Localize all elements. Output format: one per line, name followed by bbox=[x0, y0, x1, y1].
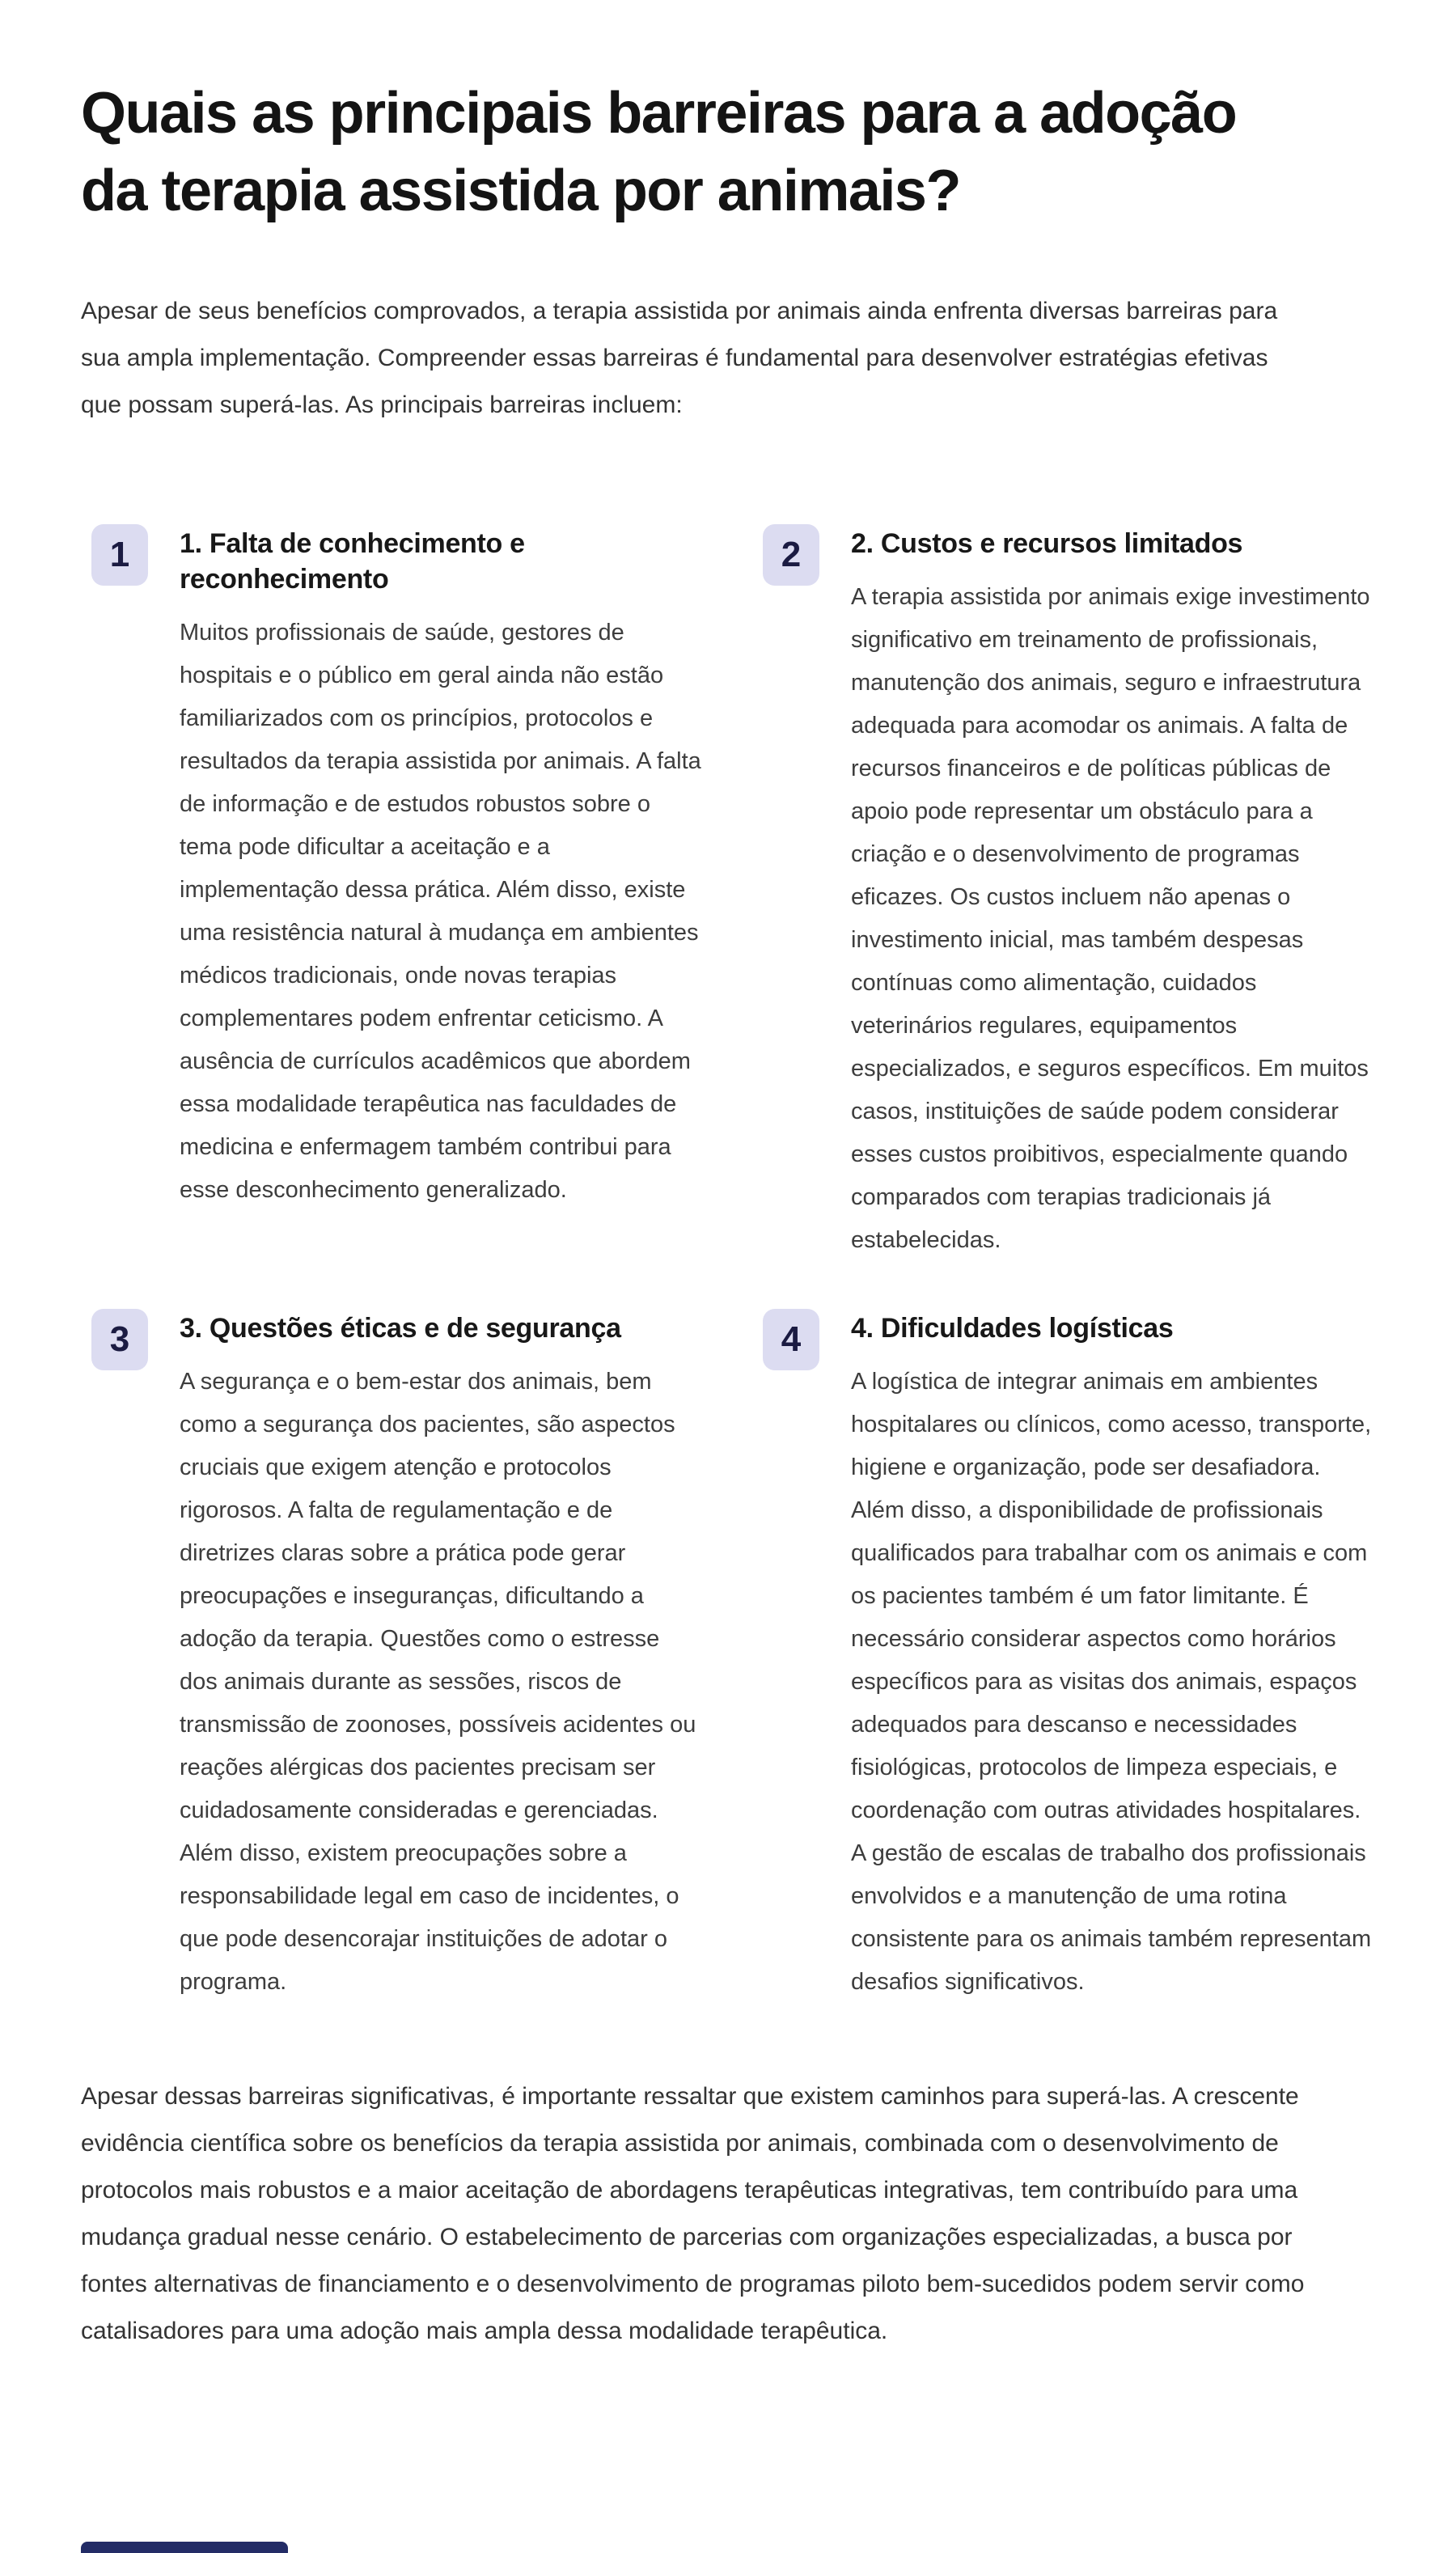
barrier-1-body: Muitos profissionais de saúde, gestores de hospitais e o público em geral ainda não estão familiarizados com os princípios, protocolos e resultados da terapia assistida por animais. A falta de informação e de estudos robustos sobre o tema pode dificultar a aceitação e a implementação dessa prática. Além disso, existe uma resistência natural à mudança em ambientes médicos tradicionais, onde novas terapias complementares podem enfrentar ceticismo. A ausência de currículos acadêmicos que abordem essa modalidade terapêutica nas faculdades de medicina e enfermagem também contribui para esse desconhecimento generalizado. bbox=[180, 620, 701, 1203]
barrier-card-3 bbox=[81, 1309, 704, 2004]
badge-number: 1 bbox=[109, 535, 130, 574]
barriers-grid bbox=[81, 524, 1375, 2004]
barrier-card-2 bbox=[752, 524, 1375, 1262]
number-badge-1 bbox=[91, 524, 148, 586]
badge-number: 3 bbox=[109, 1319, 130, 1359]
barrier-card-3-content bbox=[180, 1309, 704, 2004]
barrier-4-heading: 4. Dificuldades logísticas bbox=[851, 1313, 1174, 1344]
intro-paragraph: Apesar de seus benefícios comprovados, a terapia assistida por animais ainda enfrenta diversas barreiras para sua ampla implementação. Compreender essas barreiras é fundamental para desenvolver estratégias efetivas que possam superá-las. As principais barreiras incluem: bbox=[81, 298, 1278, 418]
badge-number: 2 bbox=[781, 535, 802, 574]
barrier-3-body: A segurança e o bem-estar dos animais, bem como a segurança dos pacientes, são aspectos cruciais que exigem atenção e protocolos rigorosos. A falta de regulamentação e de diretrizes claras sobre a prática pode gerar preocupações e inseguranças, dificultando a adoção da terapia. Questões como o estresse dos animais durante as sessões, riscos de transmissão de zoonoses, possíveis acidentes ou reações alérgicas dos pacientes precisam ser cuidadosamente consideradas e gerenciadas. Além disso, existem preocupações sobre a responsabilidade legal em caso de incidentes, o que pode desencorajar instituições de adotar o programa. bbox=[180, 1369, 696, 1995]
barrier-card-1 bbox=[81, 524, 704, 1262]
barrier-3-heading: 3. Questões éticas e de segurança bbox=[180, 1313, 621, 1344]
number-badge-2 bbox=[763, 524, 819, 586]
barrier-2-body: A terapia assistida por animais exige investimento significativo em treinamento de profissionais, manutenção dos animais, seguro e infraestrutura adequada para acomodar os animais. A falta de recursos financeiros e de políticas públicas de apoio pode representar um obstáculo para a criação e o desenvolvimento de programas eficazes. Os custos incluem não apenas o investimento inicial, mas também despesas contínuas como alimentação, cuidados veterinários regulares, equipamentos especializados, e seguros específicos. Em muitos casos, instituições de saúde podem considerar esses custos proibitivos, especialmente quando comparados com terapias tradicionais já estabelecidas. bbox=[851, 584, 1370, 1253]
badge-number: 4 bbox=[781, 1319, 802, 1359]
page-title: Quais as principais barreiras para a adoção da terapia assistida por animais? bbox=[81, 81, 1237, 223]
barrier-card-4-content bbox=[851, 1309, 1375, 2004]
barrier-2-heading: 2. Custos e recursos limitados bbox=[851, 528, 1243, 559]
barrier-card-2-content bbox=[851, 524, 1375, 1262]
barrier-1-heading: 1. Falta de conhecimento e reconhecimento bbox=[180, 528, 525, 595]
barrier-card-4 bbox=[752, 1309, 1375, 2004]
number-badge-4 bbox=[763, 1309, 819, 1370]
number-badge-3 bbox=[91, 1309, 148, 1370]
closing-paragraph: Apesar dessas barreiras significativas, é importante ressaltar que existem caminhos para superá-las. A crescente evidência científica sobre os benefícios da terapia assistida por animais, combinada com o desenvolvimento de protocolos mais robustos e a maior aceitação de abordagens terapêuticas integrativas, tem contribuído para uma mudança gradual nesse cenário. O estabelecimento de parcerias com organizações especializadas, a busca por fontes alternativas de financiamento e o desenvolvimento de programas piloto bem-sucedidos podem servir como catalisadores para uma adoção mais ampla dessa modalidade terapêutica. bbox=[81, 2083, 1305, 2344]
barrier-card-1-content bbox=[180, 524, 704, 1212]
barrier-4-body: A logística de integrar animais em ambientes hospitalares ou clínicos, como acesso, transporte, higiene e organização, pode ser desafiadora. Além disso, a disponibilidade de profissionais qualificados para trabalhar com os animais e com os pacientes também é um fator limitante. É necessário considerar aspectos como horários específicos para as visitas dos animais, espaços adequados para descanso e necessidades fisiológicas, protocolos de limpeza especiais, e coordenação com outras atividades hospitalares. A gestão de escalas de trabalho dos profissionais envolvidos e a manutenção de uma rotina consistente para os animais também representam desafios significativos. bbox=[851, 1369, 1372, 1995]
bottom-partial-bar bbox=[81, 2542, 288, 2553]
